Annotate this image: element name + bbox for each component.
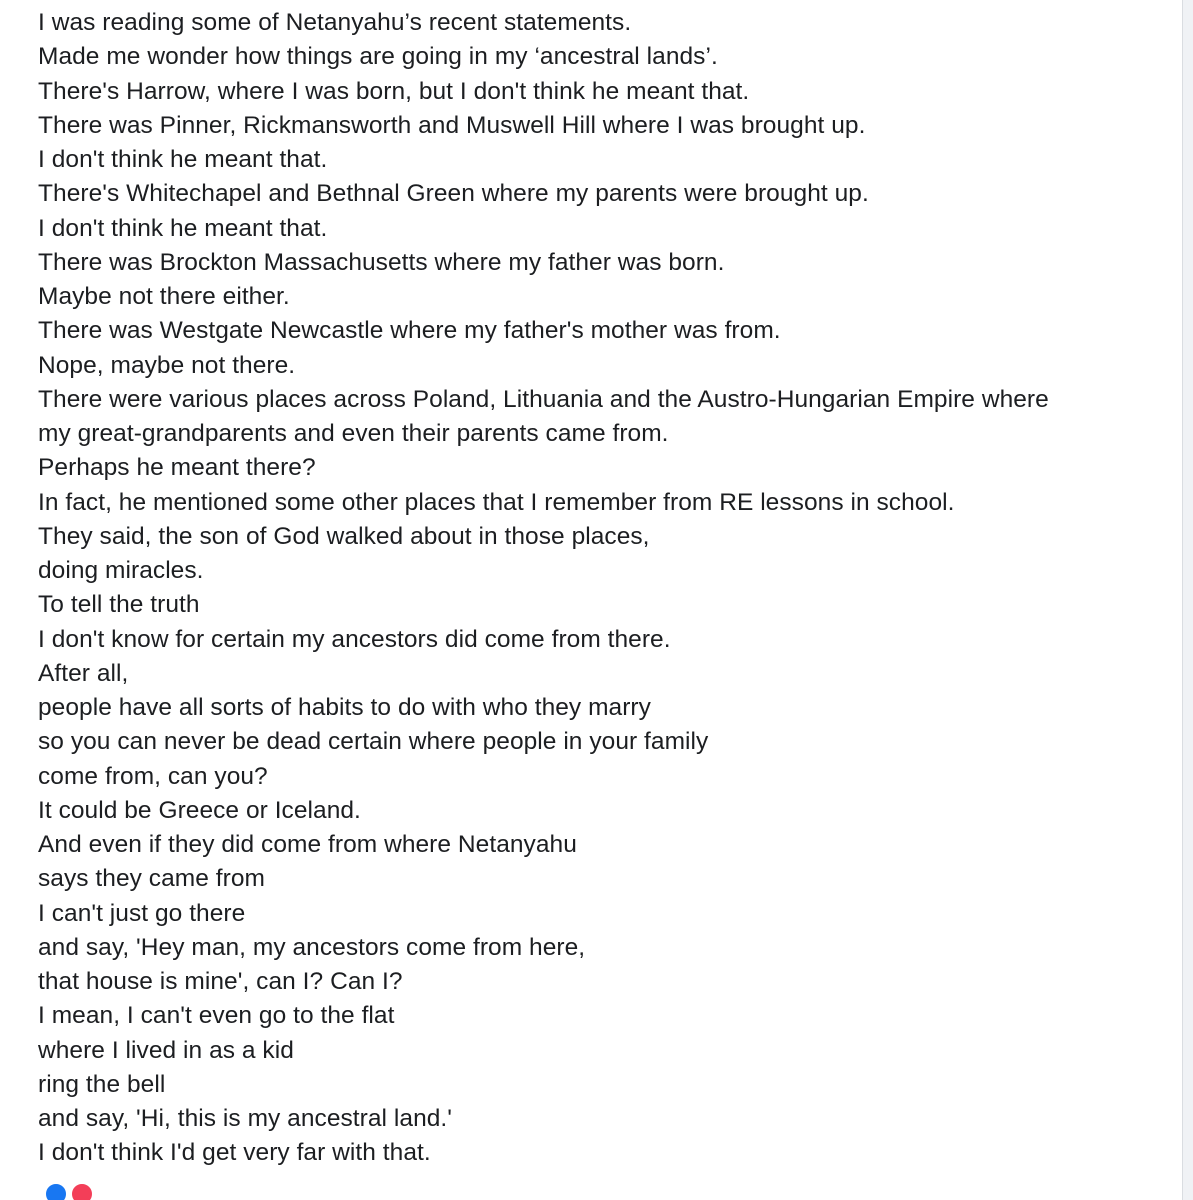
post-line: my great-grandparents and even their parents came from. bbox=[38, 420, 669, 447]
post-line: says they came from bbox=[38, 865, 265, 893]
post-line: I can't just go there bbox=[38, 899, 246, 927]
love-icon bbox=[70, 1182, 94, 1200]
post-line: ring the bell bbox=[38, 1070, 166, 1098]
post-line: It could be Greece or Iceland. bbox=[38, 796, 361, 824]
post-line: and say, 'Hey man, my ancestors come from here, bbox=[38, 933, 586, 961]
post-text bbox=[38, 6, 1158, 1171]
post-line: There were various places across Poland, Lithuania and the Austro-Hungarian Empire where bbox=[38, 385, 1049, 413]
post-line: Maybe not there either. bbox=[38, 283, 290, 310]
post-line: and say, 'Hi, this is my ancestral land.' bbox=[38, 1105, 453, 1132]
reaction-summary[interactable] bbox=[44, 1182, 104, 1194]
post-line: I don't think he meant that. bbox=[38, 214, 328, 242]
like-icon bbox=[44, 1182, 68, 1200]
post-line: so you can never be dead certain where people in your family bbox=[38, 728, 709, 756]
post-line: I don't think I'd get very far with that. bbox=[38, 1139, 431, 1167]
post-line: In fact, he mentioned some other places that I remember from RE lessons in school. bbox=[38, 488, 955, 516]
post-line: I mean, I can't even go to the flat bbox=[38, 1002, 395, 1030]
post-line: There was Brockton Massachusetts where my father was born. bbox=[38, 248, 725, 276]
post-line: And even if they did come from where Netanyahu bbox=[38, 831, 577, 858]
post-line: After all, bbox=[38, 659, 129, 687]
post-line: Nope, maybe not there. bbox=[38, 351, 296, 379]
post-line: There was Pinner, Rickmansworth and Muswell Hill where I was brought up. bbox=[38, 111, 866, 139]
post-line: I was reading some of Netanyahu’s recent statements. bbox=[38, 9, 632, 36]
post-line: I don't think he meant that. bbox=[38, 146, 328, 173]
post-line: There's Harrow, where I was born, but I don't think he meant that. bbox=[38, 77, 750, 105]
post-line: doing miracles. bbox=[38, 557, 204, 584]
post-line: Perhaps he meant there? bbox=[38, 454, 316, 482]
post-line: I don't know for certain my ancestors did come from there. bbox=[38, 625, 671, 653]
post-line: There was Westgate Newcastle where my father's mother was from. bbox=[38, 317, 781, 345]
post-line: come from, can you? bbox=[38, 762, 268, 790]
post-line: They said, the son of God walked about in those places, bbox=[38, 522, 650, 550]
post-line: people have all sorts of habits to do with who they marry bbox=[38, 694, 651, 721]
post-line: where I lived in as a kid bbox=[38, 1036, 294, 1064]
post-line: To tell the truth bbox=[38, 591, 200, 619]
post-line: There's Whitechapel and Bethnal Green where my parents were brought up. bbox=[38, 180, 869, 208]
post-line: that house is mine', can I? Can I? bbox=[38, 968, 403, 995]
post-line: Made me wonder how things are going in my ‘ancestral lands’. bbox=[38, 43, 718, 71]
